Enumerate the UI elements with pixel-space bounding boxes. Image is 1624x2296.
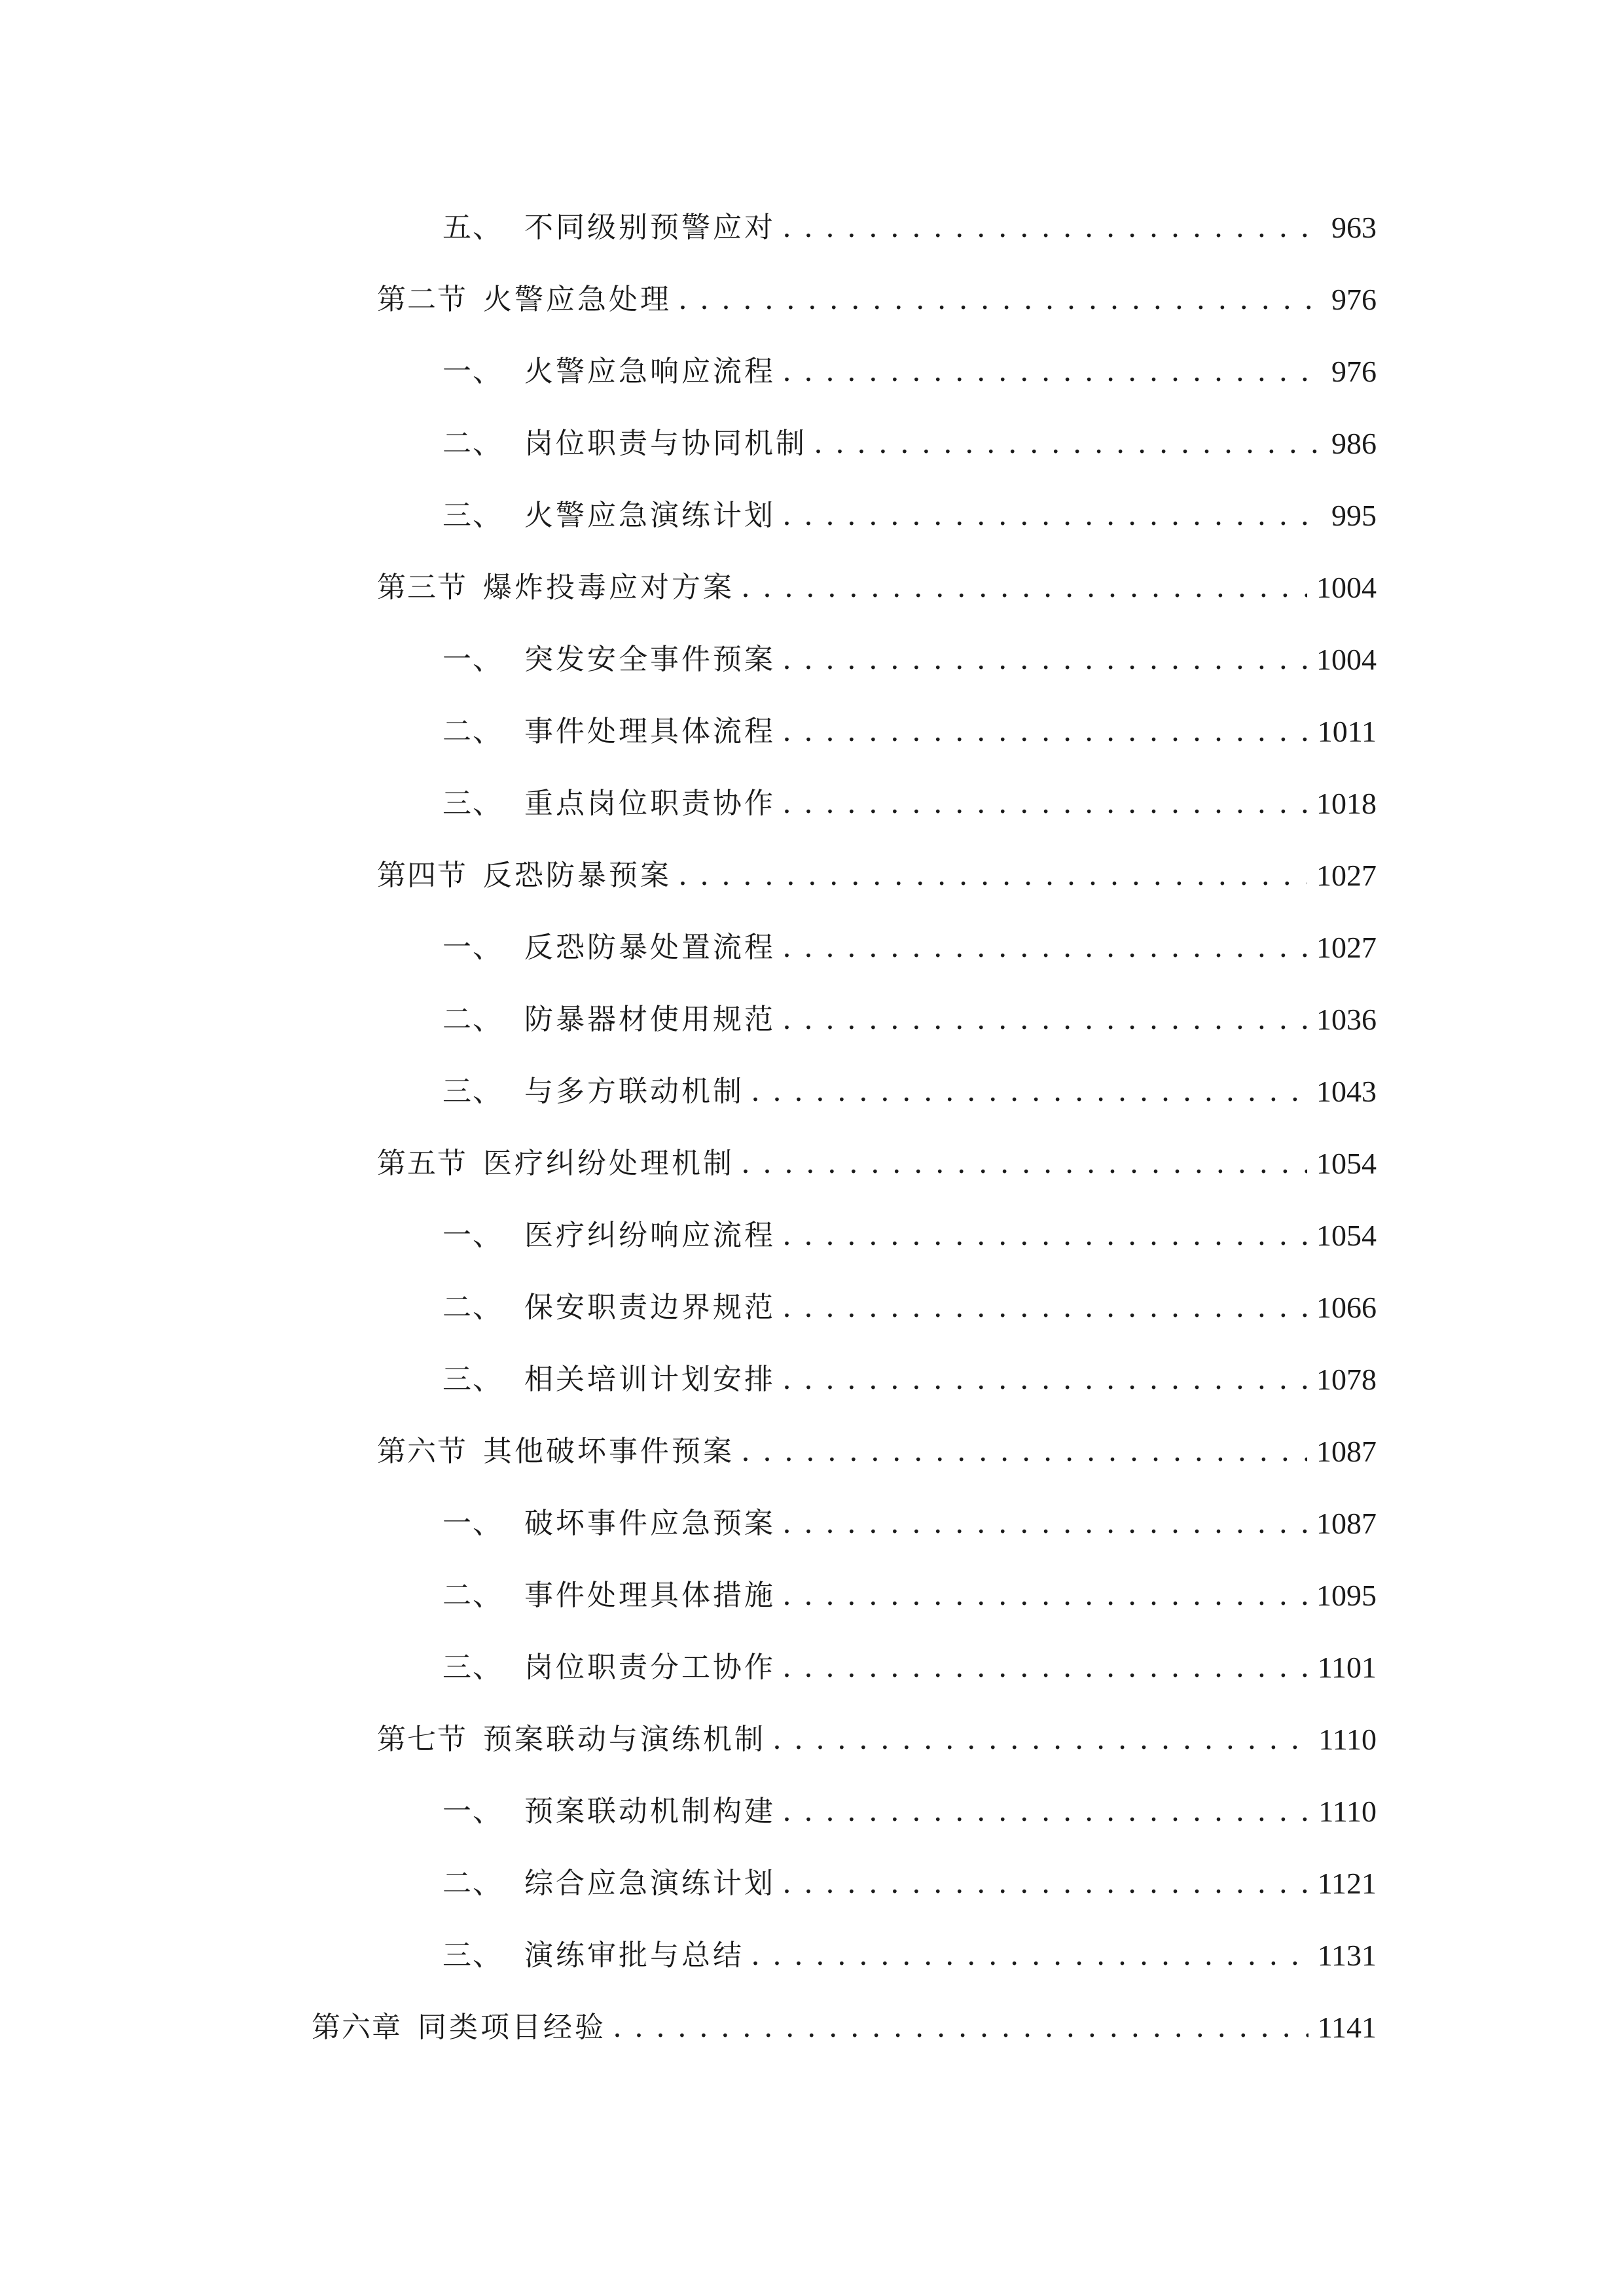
toc-entry-page: 1095: [1316, 1579, 1377, 1612]
toc-entry-number: 二、: [442, 1579, 503, 1612]
toc-entry-title: 预案联动机制构建: [524, 1795, 776, 1828]
dot-leader: [782, 1357, 1307, 1403]
toc-entry[interactable]: [442, 421, 1377, 467]
toc-entry-number: 二、: [442, 1291, 503, 1324]
toc-entry[interactable]: [442, 1213, 1377, 1259]
toc-entry-number: 一、: [442, 355, 503, 388]
toc-entry-page: 1121: [1317, 1867, 1377, 1900]
toc-entry[interactable]: [442, 1789, 1377, 1835]
toc-entry-page: 1018: [1316, 787, 1377, 820]
toc-entry-page: 1027: [1316, 931, 1377, 964]
dot-leader: [782, 1861, 1308, 1907]
toc-entry-page: 1110: [1318, 1723, 1377, 1756]
dot-leader: [782, 997, 1307, 1043]
toc-entry-number: 三、: [442, 1363, 503, 1396]
toc-entry-page: 1004: [1316, 571, 1377, 604]
dot-leader: [814, 421, 1322, 467]
toc-entry-number: 三、: [442, 1651, 503, 1684]
toc-entry[interactable]: [442, 1285, 1377, 1331]
dot-leader: [782, 709, 1308, 755]
toc-entry-title: 防暴器材使用规范: [524, 1003, 776, 1036]
toc-entry-title: 医疗纠纷响应流程: [524, 1219, 776, 1252]
toc-entry-number: 第七节: [377, 1723, 467, 1756]
toc-entry-title: 火警应急处理: [483, 283, 672, 316]
toc-entry-page: 963: [1331, 211, 1377, 244]
toc-entry[interactable]: [377, 565, 1377, 611]
toc-entry-number: 第二节: [377, 283, 467, 316]
toc-entry[interactable]: [442, 1573, 1377, 1619]
dot-leader: [782, 349, 1322, 395]
toc-entry-number: 第三节: [377, 571, 467, 604]
toc-entry-title: 预案联动与演练机制: [483, 1723, 766, 1756]
dot-leader: [741, 1429, 1307, 1475]
toc-entry-page: 1036: [1316, 1003, 1377, 1036]
toc-entry[interactable]: [377, 1717, 1377, 1763]
dot-leader: [678, 853, 1307, 899]
toc-entry-page: 976: [1331, 283, 1377, 316]
toc-entry[interactable]: [442, 1357, 1377, 1403]
toc-entry[interactable]: [377, 853, 1377, 899]
dot-leader: [613, 2005, 1308, 2051]
toc-entry-number: 一、: [442, 643, 503, 676]
toc-entry-number: 二、: [442, 715, 503, 748]
toc-entry-page: 1087: [1316, 1435, 1377, 1468]
toc-entry-title: 同类项目经验: [418, 2011, 606, 2044]
toc-entry[interactable]: [442, 1645, 1377, 1691]
toc-entry-number: 二、: [442, 1003, 503, 1036]
toc-entry-number: 三、: [442, 499, 503, 532]
toc-entry[interactable]: [442, 349, 1377, 395]
dot-leader: [741, 1141, 1307, 1187]
dot-leader: [741, 565, 1307, 611]
toc-entry-page: 1027: [1316, 859, 1377, 892]
dot-leader: [772, 1717, 1309, 1763]
toc-entry-number: 三、: [442, 1939, 503, 1972]
toc-entry-title: 相关培训计划安排: [524, 1363, 776, 1396]
toc-entry-page: 995: [1331, 499, 1377, 532]
dot-leader: [782, 1501, 1307, 1547]
toc-entry[interactable]: [442, 781, 1377, 827]
toc-entry-page: 1110: [1318, 1795, 1377, 1828]
toc-entry[interactable]: [442, 1861, 1377, 1907]
toc-entry-number: 第六节: [377, 1435, 467, 1468]
toc-entry-page: 1087: [1316, 1507, 1377, 1540]
toc-entry-page: 1078: [1316, 1363, 1377, 1396]
toc-entry-number: 第五节: [377, 1147, 467, 1180]
toc-entry-number: 一、: [442, 1507, 503, 1540]
toc-entry-page: 1066: [1316, 1291, 1377, 1324]
dot-leader: [751, 1069, 1307, 1115]
dot-leader: [678, 277, 1322, 323]
toc-entry-number: 一、: [442, 1219, 503, 1252]
toc-entry-title: 综合应急演练计划: [524, 1867, 776, 1900]
toc-entry-title: 反恐防暴处置流程: [524, 931, 776, 964]
dot-leader: [751, 1933, 1308, 1979]
toc-entry-number: 第六章: [312, 2011, 402, 2044]
toc-entry-page: 1004: [1316, 643, 1377, 676]
toc-entry[interactable]: [442, 1069, 1377, 1115]
dot-leader: [782, 1213, 1307, 1259]
toc-entry-number: 二、: [442, 1867, 503, 1900]
toc-entry-number: 三、: [442, 1075, 503, 1108]
dot-leader: [782, 637, 1307, 683]
toc-entry-number: 二、: [442, 427, 503, 460]
toc-entry-number: 一、: [442, 1795, 503, 1828]
dot-leader: [782, 1285, 1307, 1331]
toc-entry-number: 一、: [442, 931, 503, 964]
toc-entry-page: 1131: [1317, 1939, 1377, 1972]
toc-entry-number: 三、: [442, 787, 503, 820]
toc-entry[interactable]: [442, 205, 1377, 251]
toc-entry[interactable]: [442, 925, 1377, 971]
toc-entry[interactable]: [442, 709, 1377, 755]
toc-entry[interactable]: [442, 997, 1377, 1043]
toc-entry-page: 1101: [1317, 1651, 1377, 1684]
toc-entry[interactable]: [377, 1429, 1377, 1475]
toc-entry[interactable]: [442, 493, 1377, 539]
toc-entry[interactable]: [312, 2005, 1377, 2051]
toc-entry-title: 演练审批与总结: [524, 1939, 744, 1972]
toc-entry-title: 火警应急响应流程: [524, 355, 776, 388]
toc-entry-title: 重点岗位职责协作: [524, 787, 776, 820]
dot-leader: [782, 781, 1307, 827]
toc-entry-title: 保安职责边界规范: [524, 1291, 776, 1324]
toc-entry-page: 1054: [1316, 1147, 1377, 1180]
dot-leader: [782, 493, 1322, 539]
toc-entry-number: 第四节: [377, 859, 467, 892]
toc-entry-page: 1011: [1317, 715, 1377, 748]
toc-entry-title: 岗位职责分工协作: [524, 1651, 776, 1684]
toc-entry-title: 火警应急演练计划: [524, 499, 776, 532]
toc-entry-page: 986: [1331, 427, 1377, 460]
toc-entry-title: 破坏事件应急预案: [524, 1507, 776, 1540]
toc-entry[interactable]: [377, 1141, 1377, 1187]
toc-entry-title: 突发安全事件预案: [524, 643, 776, 676]
dot-leader: [782, 205, 1322, 251]
toc-entry-title: 其他破坏事件预案: [483, 1435, 734, 1468]
toc-entry[interactable]: [442, 1933, 1377, 1979]
dot-leader: [782, 925, 1307, 971]
toc-entry-title: 岗位职责与协同机制: [524, 427, 807, 460]
toc-entry[interactable]: [377, 277, 1377, 323]
dot-leader: [782, 1789, 1309, 1835]
toc-entry-title: 与多方联动机制: [524, 1075, 744, 1108]
toc-entry-page: 976: [1331, 355, 1377, 388]
toc-entry-page: 1141: [1317, 2011, 1377, 2044]
toc-entry-title: 不同级别预警应对: [524, 211, 776, 244]
toc-entry[interactable]: [442, 637, 1377, 683]
dot-leader: [782, 1645, 1308, 1691]
dot-leader: [782, 1573, 1307, 1619]
toc-entry-title: 事件处理具体措施: [524, 1579, 776, 1612]
toc-entry-page: 1054: [1316, 1219, 1377, 1252]
toc-entry-title: 医疗纠纷处理机制: [483, 1147, 734, 1180]
toc-entry-title: 反恐防暴预案: [483, 859, 672, 892]
toc-entry-title: 事件处理具体流程: [524, 715, 776, 748]
toc-entry-title: 爆炸投毒应对方案: [483, 571, 734, 604]
toc-entry-number: 五、: [442, 211, 503, 244]
toc-entry[interactable]: [442, 1501, 1377, 1547]
toc-entry-page: 1043: [1316, 1075, 1377, 1108]
